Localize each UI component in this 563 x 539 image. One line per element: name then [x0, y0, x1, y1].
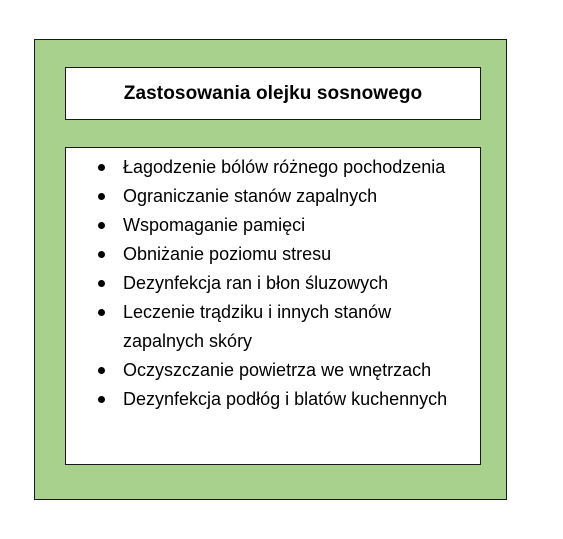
list-item-text: Dezynfekcja podłóg i blatów kuchennych — [123, 388, 448, 409]
bullet-icon — [98, 193, 105, 200]
list-item-text: Obniżanie poziomu stresu — [123, 244, 332, 264]
list-item-text: Wspomaganie pamięci — [123, 215, 306, 235]
list-item-text: Dezynfekcja ran i błon śluzowych — [123, 273, 389, 293]
title-box — [65, 67, 481, 120]
list-item — [98, 298, 472, 355]
bullet-list — [98, 153, 472, 414]
list-item-text: Łagodzenie bólów różnego pochodzenia — [123, 157, 446, 177]
list-item-text: Ograniczanie stanów zapalnych — [123, 186, 378, 206]
bullet-icon — [98, 396, 105, 403]
list-box — [65, 147, 481, 465]
list-item-text: Oczyszczanie powietrza we wnętrzach — [123, 359, 432, 380]
bullet-icon — [98, 251, 105, 258]
list-item — [98, 240, 472, 269]
list-item-text: Leczenie trądziku i innych stanów zapalnych skóry — [123, 302, 392, 351]
bullet-icon — [98, 222, 105, 229]
bullet-icon — [98, 280, 105, 287]
diagram-title: Zastosowania olejku sosnowego — [123, 82, 423, 104]
list-item — [98, 211, 472, 240]
bullet-icon — [98, 309, 105, 316]
list-item — [98, 356, 472, 385]
list-item — [98, 385, 472, 414]
list-item — [98, 153, 472, 182]
bullet-icon — [98, 164, 105, 171]
green-panel — [34, 39, 507, 500]
bullet-icon — [98, 367, 105, 374]
list-item — [98, 269, 472, 298]
list-item — [98, 182, 472, 211]
